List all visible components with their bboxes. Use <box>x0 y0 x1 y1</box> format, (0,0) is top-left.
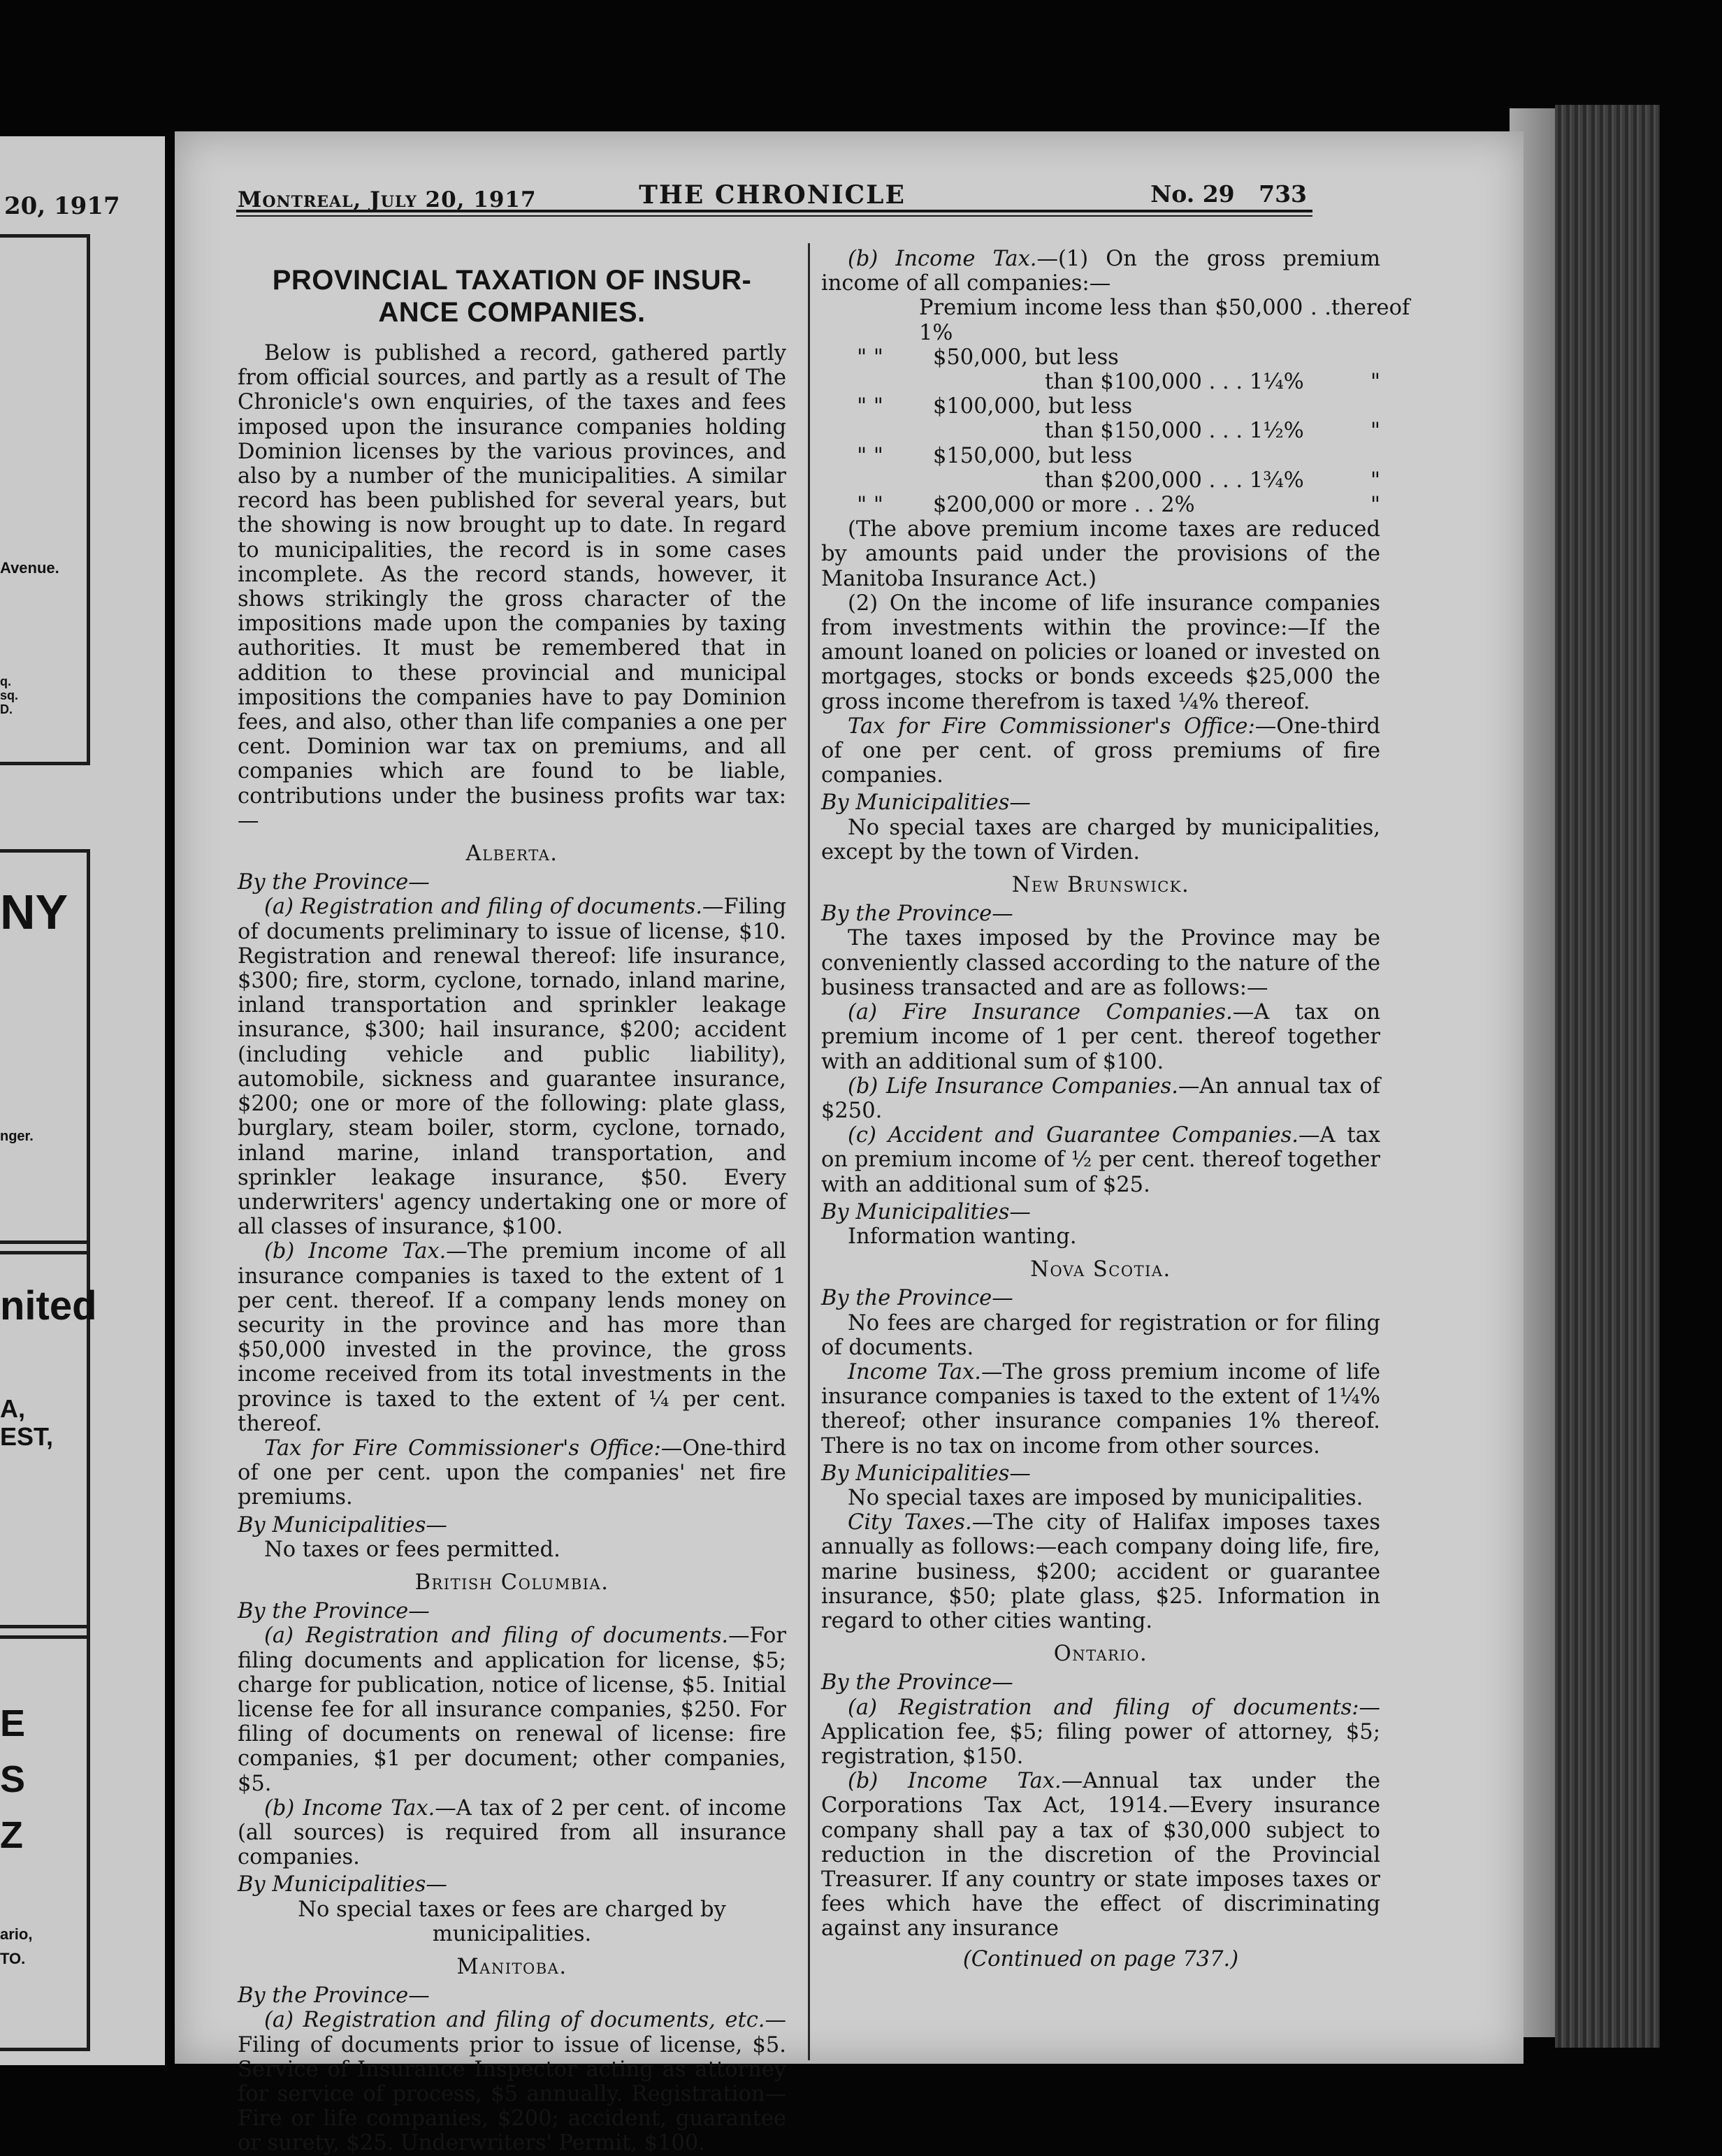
continued-notice: (Continued on page 737.) <box>962 1946 1239 1971</box>
left-fragment: TO. <box>0 1950 26 1967</box>
schedule-row: " " $150,000, but less <box>857 443 1133 468</box>
left-fragment: EST, <box>0 1422 54 1451</box>
by-municipalities: By Municipalities— <box>238 1512 447 1538</box>
left-fragment: ario, <box>0 1925 33 1943</box>
column-divider <box>808 243 810 2060</box>
schedule-row: than $200,000 . . . 1¾% " <box>1045 468 1380 493</box>
issue-and-page <box>1150 180 1307 208</box>
page-number: 733 <box>1259 180 1307 208</box>
left-fragment: NY <box>0 885 68 939</box>
schedule-row: than $150,000 . . . 1½% " <box>1045 419 1380 444</box>
section-heading-manitoba: Manitoba. <box>456 1955 567 1979</box>
paragraph-text: —An annual tax of $250. <box>821 1073 1380 1123</box>
paragraph-text: —A tax on premium income of ½ per cent. thereof together with an additional sum of $25. <box>821 1123 1380 1197</box>
left-fragment: Avenue. <box>0 559 59 577</box>
left-page-date: 20, 1917 <box>4 192 120 220</box>
section-heading-new-brunswick: New Brunswick. <box>1011 873 1190 898</box>
column-left <box>238 264 786 2156</box>
subhead: (c) Accident and Guarantee Companies. <box>848 1123 1298 1148</box>
header-rule <box>236 215 1312 217</box>
paragraph: No special taxes are imposed by municipalities. <box>848 1485 1363 1510</box>
by-municipalities: By Municipalities— <box>238 1872 447 1897</box>
subhead: (b) Income Tax. <box>848 247 1037 271</box>
paragraph <box>238 895 786 1239</box>
paragraph: No taxes or fees permitted. <box>264 1537 560 1562</box>
left-fragment: D. <box>0 702 13 716</box>
by-province: By the Province— <box>821 1286 1013 1311</box>
subhead: (a) Fire Insurance Companies. <box>848 1000 1233 1025</box>
section-heading-ontario: Ontario. <box>1053 1642 1148 1667</box>
left-fragment: nited <box>0 1283 97 1329</box>
book-binding <box>1555 105 1660 2048</box>
paragraph-text: —For filing documents and application for license, $5; charge for publication, notice of license, $5. Initial license fee for all insurance companies, $250. For filing of documents on renewal of license: fire companies, $1 per document; other companies, $5. <box>238 1623 786 1796</box>
subhead: (b) Income Tax. <box>264 1239 447 1264</box>
paragraph <box>821 1360 1380 1459</box>
by-province: By the Province— <box>821 1670 1013 1695</box>
paragraph-text: —Application fee, $5; filing power of attorney, $5; registration, $150. <box>821 1695 1380 1769</box>
newspaper-page <box>175 131 1524 2156</box>
schedule-row: " " $200,000 or more . . 2% " <box>857 493 1380 518</box>
left-fragment: sq. <box>0 688 19 702</box>
paragraph <box>821 1769 1380 1941</box>
paragraph <box>821 1510 1380 1633</box>
subhead: Income Tax. <box>848 1359 981 1384</box>
title-line: ANCE COMPANIES. <box>378 297 646 328</box>
left-fragment: S <box>0 1758 26 1800</box>
paragraph-text: —One-third of one per cent. upon the companies' net fire premiums. <box>238 1435 786 1510</box>
paragraph: Information wanting. <box>848 1224 1077 1249</box>
paragraph-text: —A tax on premium income of 1 per cent. thereof together with an additional sum of $100. <box>821 1000 1380 1074</box>
paragraph <box>238 1796 786 1870</box>
schedule-row: than $100,000 . . . 1¼% " <box>1045 370 1380 395</box>
paragraph-text: —The city of Halifax imposes taxes annually as follows:—each company doing life, fire, marine business, $200; accident or guarantee insurance, $50; plate glass, $25. Information in regard to other cities wanting. <box>821 1510 1380 1633</box>
paragraph <box>821 1695 1380 1770</box>
paragraph <box>238 2008 786 2155</box>
paragraph <box>238 1239 786 1436</box>
by-province: By the Province— <box>238 1599 430 1624</box>
left-fragment: q. <box>0 674 11 688</box>
title-line: PROVINCIAL TAXATION OF INSUR- <box>272 265 752 296</box>
article-title <box>238 264 786 328</box>
paragraph <box>821 1123 1380 1197</box>
header-rule <box>236 210 1312 212</box>
subhead: (b) Life Insurance Companies. <box>848 1073 1178 1099</box>
intro-paragraph: Below is published a record, gathered partly from official sources, and partly as a result of The Chronicle's own enquiries, of the taxes and fees imposed upon the insurance companies holding Dominion licenses by the various provinces, and also by a number of the municipalities. A similar record has been published for several years, but the showing is now brought up to date. In regard to municipalities, the record is in some cases incomplete. As the record stands, however, it shows strikingly the gross character of the impositions made upon the companies by taxing authorities. It must be remembered that in addition to these provincial and municipal impositions the companies have to pay Dominion fees, and also, other than life companies a one per cent. Dominion war tax on premiums, and all companies which are found to be liable, contributions under the business profits war tax:— <box>238 341 786 833</box>
paragraph-text: —The premium income of all insurance companies is taxed to the extent of 1 per cent. thereof. If a company lends money on security in the province and has more than $50,000 invested in the province, the gross income received from its total investments in the province is taxed to the extent of ¼ per cent. thereof. <box>238 1239 786 1436</box>
subhead: (a) Registration and filing of documents. <box>264 1623 729 1649</box>
by-municipalities: By Municipalities— <box>821 790 1031 816</box>
paragraph: (The above premium income taxes are reduced by amounts paid under the provisions of the Manitoba Insurance Act.) <box>821 517 1380 591</box>
by-province: By the Province— <box>821 902 1013 927</box>
left-facing-page <box>0 136 165 2065</box>
paragraph: (2) On the income of life insurance companies from investments within the province:—If the amount loaned on policies or loaned or invested on mortgages, stocks or bonds exceeds $25,000 the gross income therefrom is taxed ¼% thereof. <box>821 591 1380 714</box>
paragraph <box>821 714 1380 788</box>
left-fragment: nger. <box>0 1129 34 1144</box>
left-fragment: E <box>0 1702 26 1744</box>
section-heading-nova-scotia: Nova Scotia. <box>1030 1257 1171 1282</box>
schedule-row: " " $100,000, but less <box>857 394 1133 419</box>
left-fragment: A, <box>0 1394 25 1423</box>
paragraph-text: —Filing of documents prior to issue of license, $5. Service of Insurance Inspector acting as attorney for service of process, $5 annually. Registration—Fire or life companies, $200; accident, guarantee or surety, $25. Underwriters' Permit, $100. <box>238 2008 786 2156</box>
paragraph <box>238 1623 786 1795</box>
paragraph-text: —Filing of documents preliminary to issue of license, $10. Registration and renewal thereof: life insurance, $300; fire, storm, cyclone, tornado, inland marine, inland transportation and sprinkler leakage insurance, $300; hail insurance, $200; accident (including vehicle and public liability), automobile, sickness and guarantee insurance, $200; one or more of the following: plate glass, burglary, steam boiler, storm, cyclone, tornado, inland marine, inland transportation, and sprinkler leakage insurance, $50. Every underwriters' agency undertaking one or more of all classes of insurance, $100. <box>238 895 786 1240</box>
schedule-row: " " $50,000, but less <box>857 345 1119 370</box>
paragraph: The taxes imposed by the Province may be conveniently classed according to the nature of the business transacted and are as follows:— <box>821 926 1380 1000</box>
paragraph: No special taxes or fees are charged by municipalities. <box>298 1897 726 1946</box>
subhead: (a) Registration and filing of documents. <box>264 895 702 920</box>
paragraph: No fees are charged for registration or for filing of documents. <box>821 1310 1380 1360</box>
issue-number: No. 29 <box>1150 180 1235 208</box>
column-right <box>821 247 1410 1971</box>
subhead: Tax for Fire Commissioner's Office: <box>264 1435 661 1461</box>
subhead: (b) Income Tax. <box>848 1769 1062 1794</box>
paragraph <box>238 1436 786 1510</box>
subhead: (a) Registration and filing of documents, etc. <box>264 2008 765 2033</box>
paragraph-text: —A tax of 2 per cent. of income (all sources) is required from all insurance companies. <box>238 1795 786 1870</box>
paragraph <box>821 1074 1380 1123</box>
paragraph <box>821 247 1380 296</box>
schedule-row: Premium income less than $50,000 . . 1% thereof <box>919 296 1410 345</box>
subhead: (a) Registration and filing of documents: <box>848 1695 1359 1720</box>
paragraph: No special taxes are charged by municipalities, except by the town of Virden. <box>821 815 1380 864</box>
subhead: Tax for Fire Commissioner's Office: <box>848 714 1255 739</box>
paragraph <box>821 1000 1380 1074</box>
section-heading-british-columbia: British Columbia. <box>414 1570 609 1595</box>
paragraph-text: —(1) On the gross premium income of all companies:— <box>821 247 1380 296</box>
subhead: (b) Income Tax. <box>264 1795 435 1821</box>
subhead: City Taxes. <box>848 1510 972 1535</box>
journal-title: THE CHRONICLE <box>639 180 906 210</box>
paragraph-text: —One-third of one per cent. of gross premiums of fire companies. <box>821 714 1380 788</box>
section-heading-alberta: Alberta. <box>465 841 558 867</box>
by-municipalities: By Municipalities— <box>821 1199 1031 1224</box>
by-province: By the Province— <box>238 870 430 895</box>
by-province: By the Province— <box>238 1983 430 2009</box>
paragraph-text: —The gross premium income of life insurance companies is taxed to the extent of 1¼% thereof; other insurance companies 1% thereof. There is no tax on income from other sources. <box>821 1359 1380 1459</box>
premium-schedule <box>821 296 1410 518</box>
left-ad-box <box>0 234 90 765</box>
by-municipalities: By Municipalities— <box>821 1461 1031 1486</box>
left-fragment: Z <box>0 1814 23 1856</box>
dateline: Montreal, July 20, 1917 <box>238 187 537 212</box>
paragraph-text: —Annual tax under the Corporations Tax Act, 1914.—Every insurance company shall pay a tax of $30,000 subject to reduction in the discretion of the Provincial Treasurer. If any country or state imposes taxes or fees which have the effect of discriminating against any insurance <box>821 1769 1380 1941</box>
